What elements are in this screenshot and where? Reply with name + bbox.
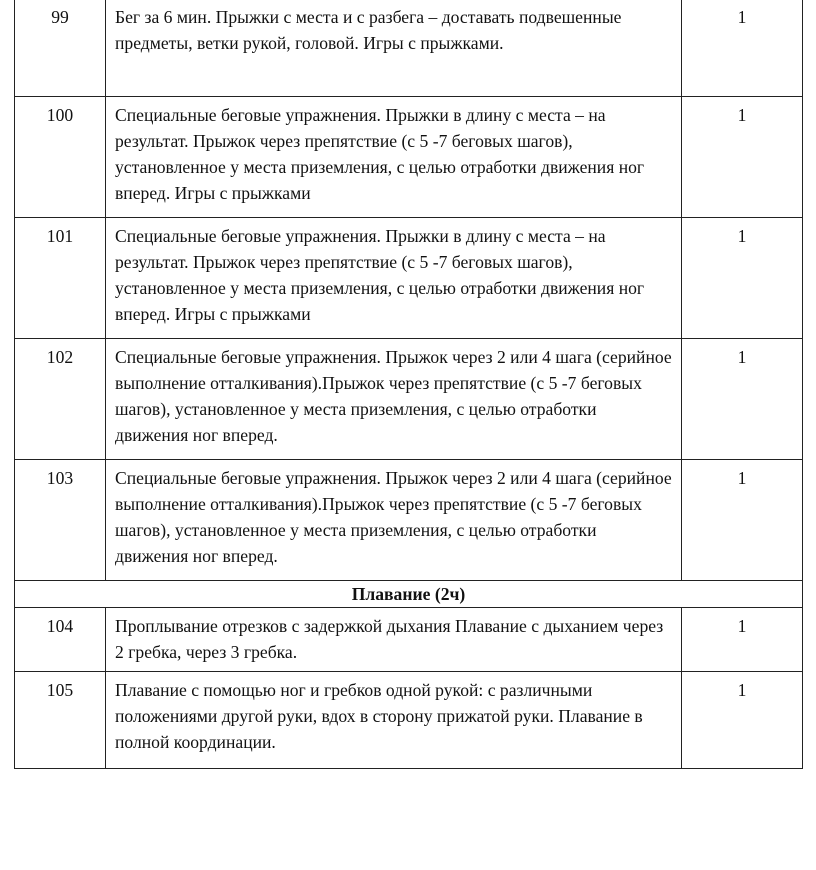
lesson-description: Проплывание отрезков с задержкой дыхания Плавание с дыханием через 2 гребка, через 3 гребка.	[106, 608, 682, 672]
section-row	[15, 581, 803, 608]
table-row	[15, 0, 803, 97]
lesson-hours: 1	[682, 0, 803, 97]
lesson-hours: 1	[682, 218, 803, 339]
lesson-hours: 1	[682, 460, 803, 581]
lesson-hours: 1	[682, 339, 803, 460]
lesson-number: 100	[15, 97, 106, 218]
lesson-number: 105	[15, 672, 106, 769]
lesson-description: Бег за 6 мин. Прыжки с места и с разбега – доставать подвешенные предметы, ветки рукой, головой. Игры с прыжками.	[106, 0, 682, 97]
lesson-plan-table	[14, 0, 803, 769]
table-row	[15, 97, 803, 218]
lesson-hours: 1	[682, 97, 803, 218]
lesson-description: Плавание с помощью ног и гребков одной рукой: с различными положениями другой руки, вдох в сторону прижатой руки. Плавание в полной координации.	[106, 672, 682, 769]
table-row	[15, 460, 803, 581]
lesson-number: 102	[15, 339, 106, 460]
table-row	[15, 339, 803, 460]
lesson-hours: 1	[682, 672, 803, 769]
lesson-number: 99	[15, 0, 106, 97]
lesson-description: Специальные беговые упражнения. Прыжок через 2 или 4 шага (серийное выполнение отталкивания).Прыжок через препятствие (с 5 -7 беговых шагов), установленное у места приземления, с целью отработки движения ног вперед.	[106, 460, 682, 581]
table-row	[15, 672, 803, 769]
section-title: Плавание (2ч)	[15, 581, 803, 608]
lesson-number: 104	[15, 608, 106, 672]
lesson-number: 103	[15, 460, 106, 581]
lesson-description: Специальные беговые упражнения. Прыжок через 2 или 4 шага (серийное выполнение отталкивания).Прыжок через препятствие (с 5 -7 беговых шагов), установленное у места приземления, с целью отработки движения ног вперед.	[106, 339, 682, 460]
lesson-description: Специальные беговые упражнения. Прыжки в длину с места – на результат. Прыжок через препятствие (с 5 -7 беговых шагов), установленное у места приземления, с целью отработки движения ног вперед. Игры с прыжками	[106, 97, 682, 218]
table-row	[15, 218, 803, 339]
lesson-number: 101	[15, 218, 106, 339]
lesson-description: Специальные беговые упражнения. Прыжки в длину с места – на результат. Прыжок через препятствие (с 5 -7 беговых шагов), установленное у места приземления, с целью отработки движения ног вперед. Игры с прыжками	[106, 218, 682, 339]
table-row	[15, 608, 803, 672]
lesson-hours: 1	[682, 608, 803, 672]
